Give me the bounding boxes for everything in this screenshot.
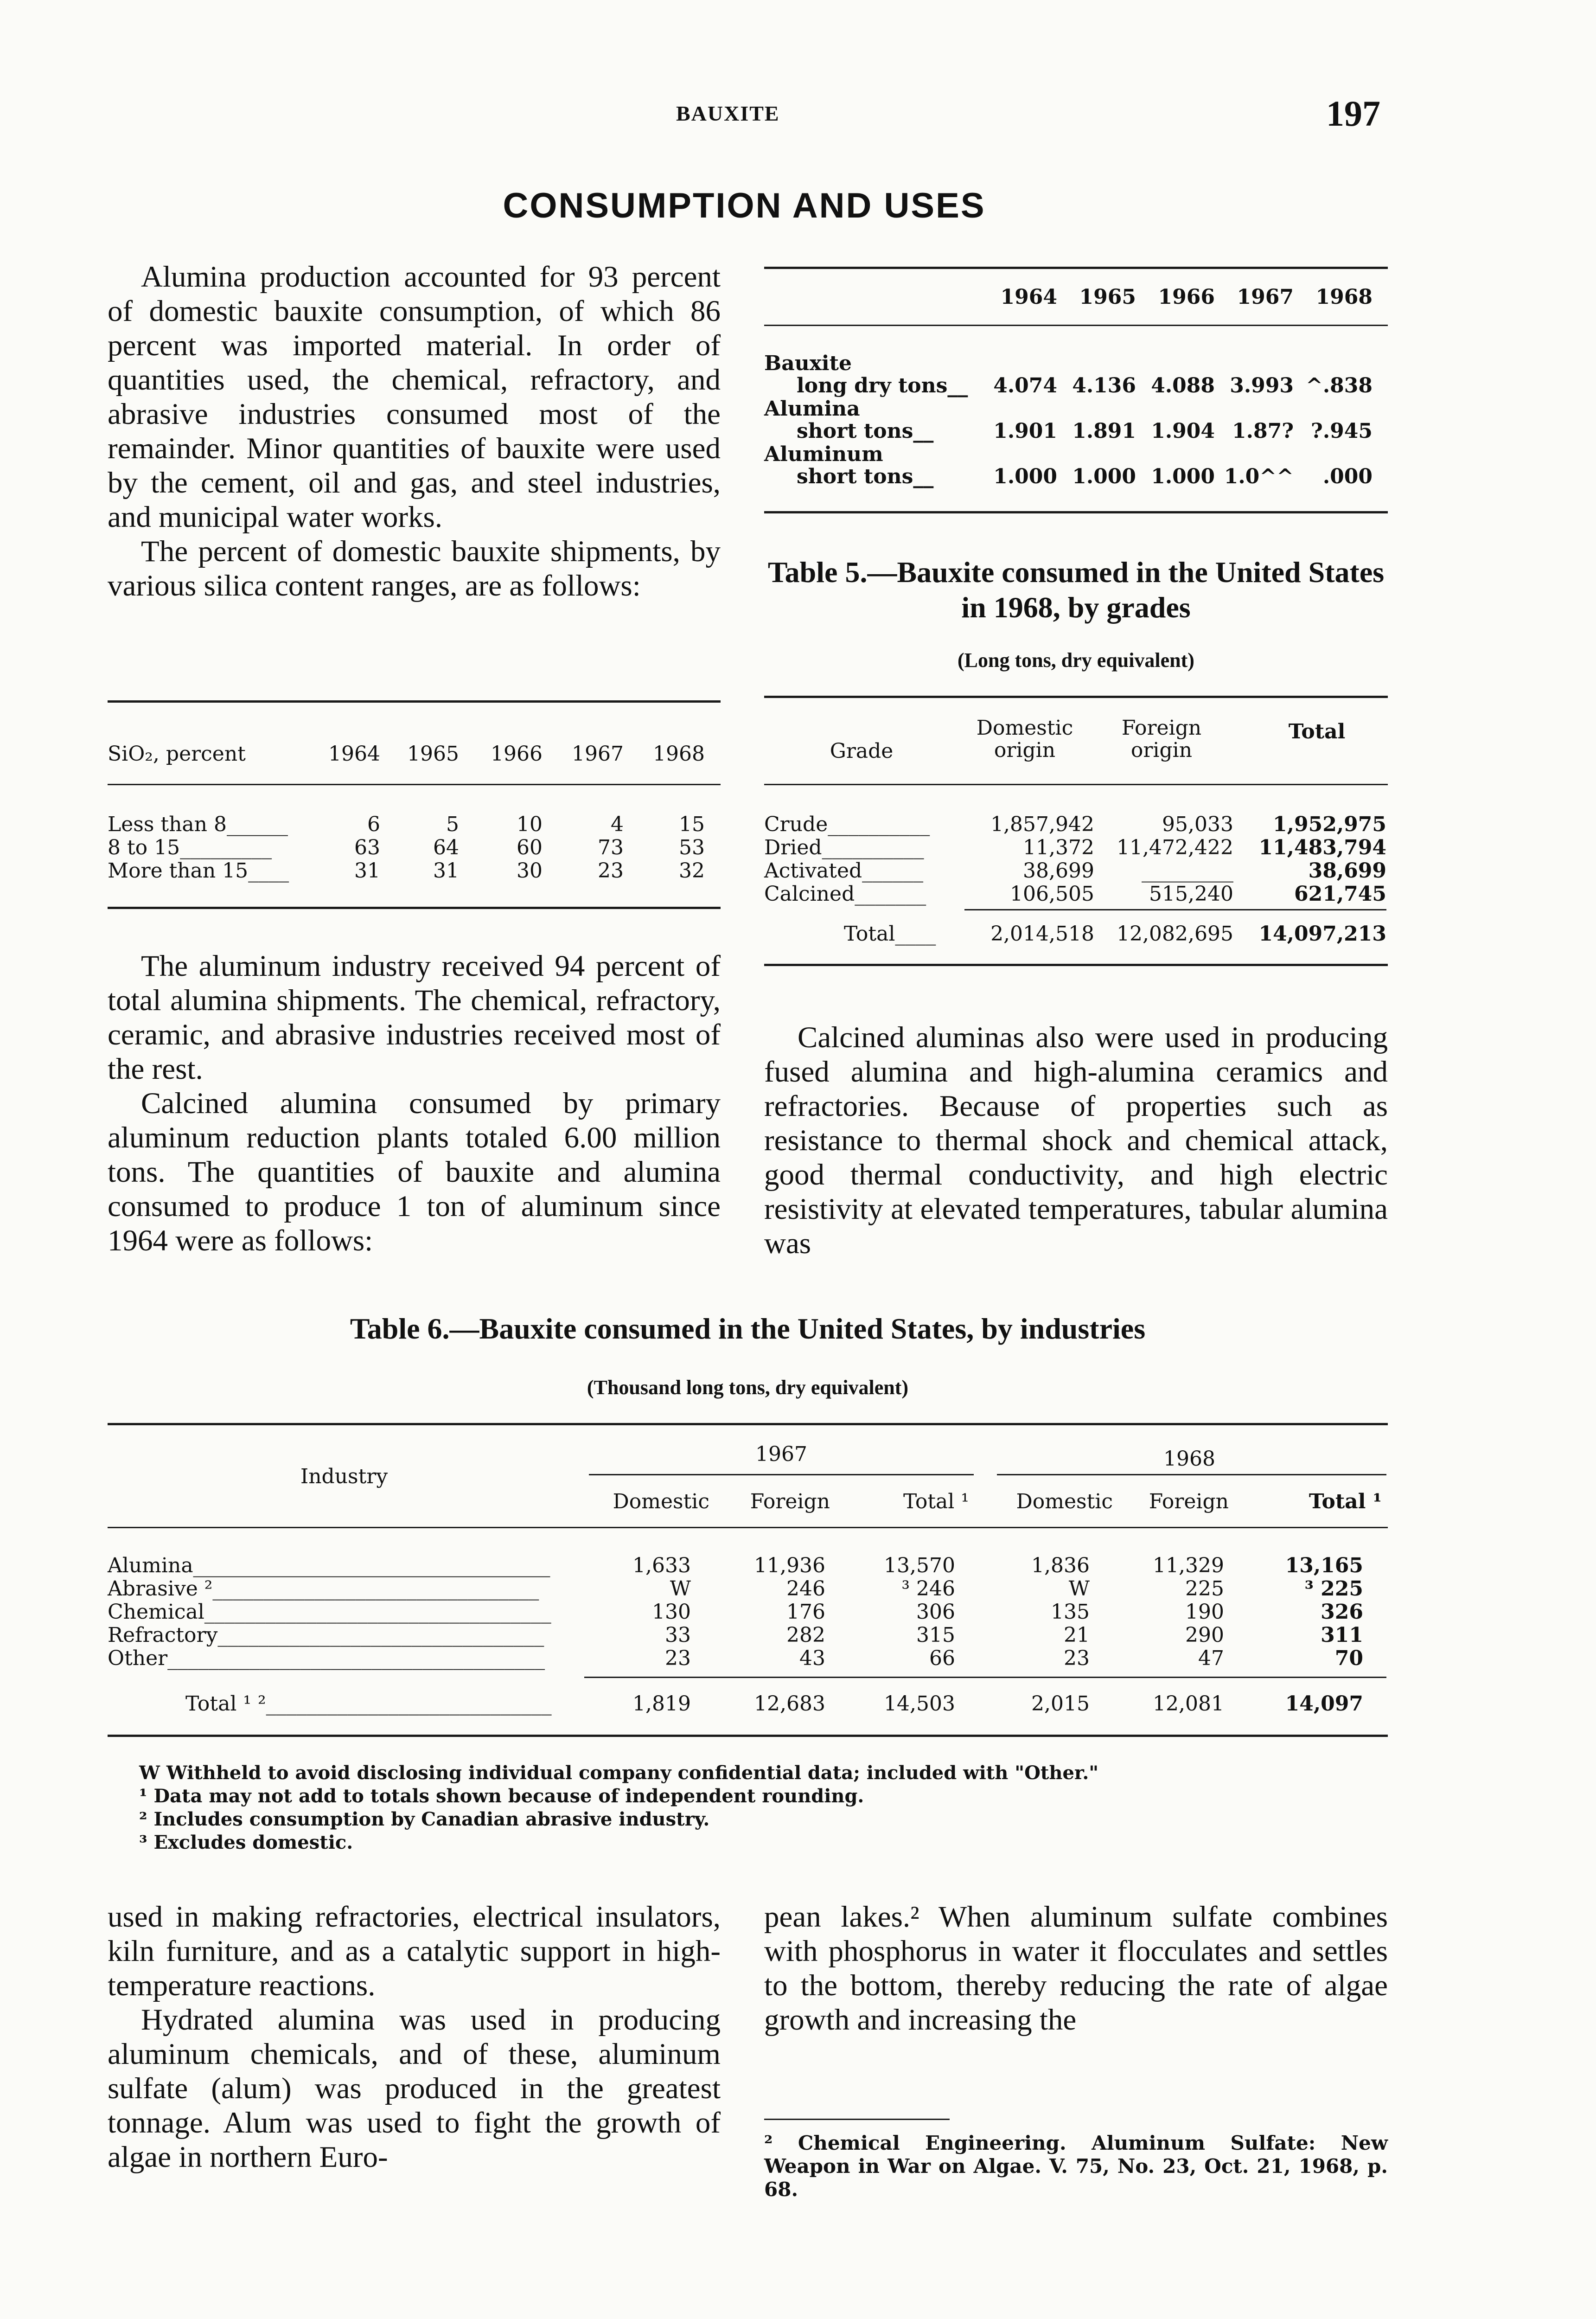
table-rule bbox=[108, 1423, 1388, 1425]
table-rule bbox=[108, 1735, 1388, 1737]
table-cell: 14,097 bbox=[1285, 1692, 1363, 1716]
table-cell: W bbox=[1068, 1577, 1090, 1601]
table-cell: 13,570 bbox=[884, 1554, 955, 1577]
table-cell: 64 bbox=[433, 836, 459, 859]
table-header: 1967 bbox=[1237, 285, 1294, 309]
table-cell: 1.901 bbox=[993, 419, 1057, 443]
table-cell: 11,329 bbox=[1153, 1554, 1224, 1577]
table-rule bbox=[584, 1677, 1386, 1678]
table-header: 1964 bbox=[328, 742, 380, 766]
table-title: Table 5.—Bauxite consumed in the United States in 1968, by grades bbox=[767, 556, 1385, 624]
table-cell: 11,372 bbox=[1023, 836, 1094, 859]
table-cell: 326 bbox=[1321, 1600, 1363, 1624]
table-cell: W bbox=[670, 1577, 691, 1601]
footnote: W Withheld to avoid disclosing individual company confidential data; included with "Other." bbox=[139, 1762, 1099, 1784]
table-header: Foreign bbox=[1149, 1490, 1229, 1513]
table-rule bbox=[108, 907, 721, 909]
table-cell: 38,699 bbox=[1308, 859, 1386, 883]
row-label: 8 to 15_________ bbox=[108, 836, 272, 859]
table-cell: 10 bbox=[517, 813, 543, 836]
row-label: long dry tons__ bbox=[797, 374, 968, 397]
running-head: BAUXITE bbox=[676, 102, 780, 125]
table-header: Total bbox=[1288, 720, 1346, 743]
table-cell: 63 bbox=[354, 836, 380, 859]
table-header: 1965 bbox=[407, 742, 459, 766]
table-cell: 1.904 bbox=[1151, 419, 1215, 443]
row-label: short tons__ bbox=[797, 465, 934, 488]
table-cell: 11,483,794 bbox=[1258, 836, 1386, 859]
table-cell: 4.074 bbox=[993, 374, 1057, 397]
table-cell: 11,936 bbox=[754, 1554, 825, 1577]
left-text-block-2 bbox=[108, 949, 721, 1258]
bottom-left-text-block bbox=[108, 1900, 721, 2174]
table-cell: 43 bbox=[799, 1646, 825, 1670]
paragraph: Alumina production accounted for 93 percent of domestic bauxite consumption, of which 86 percent was imported material. In order of quantities used, the chemical, refractory, and abrasive industries consumed most of the remainder. Minor quantities of bauxite were used by the cement, oil and gas, and steel industries, and municipal water works. bbox=[108, 260, 721, 534]
table-rule bbox=[108, 1527, 1388, 1528]
table-rule bbox=[589, 1474, 974, 1475]
table-cell: 1,857,942 bbox=[990, 813, 1094, 836]
table-header: 1964 bbox=[1000, 285, 1057, 309]
table-cell: 14,097,213 bbox=[1258, 922, 1386, 946]
table-rule bbox=[108, 784, 721, 785]
table-header: 1968 bbox=[1315, 285, 1373, 309]
table-cell: 30 bbox=[517, 859, 543, 883]
table-cell: 135 bbox=[1051, 1600, 1090, 1624]
right-text-block bbox=[764, 1020, 1388, 1261]
table-cell: 14,503 bbox=[884, 1692, 955, 1716]
table-cell: 225 bbox=[1185, 1577, 1224, 1601]
table-header: Foreign bbox=[750, 1490, 830, 1513]
table-rule bbox=[764, 696, 1388, 698]
footnote: ² Includes consumption by Canadian abrasive industry. bbox=[139, 1808, 710, 1830]
table-cell: ³ 225 bbox=[1304, 1577, 1363, 1601]
table-cell: 282 bbox=[786, 1623, 825, 1647]
table-cell: .000 bbox=[1322, 465, 1373, 488]
row-label: Other_____________________________________ bbox=[108, 1646, 545, 1670]
table-cell: 106,505 bbox=[1010, 882, 1094, 906]
table-cell: 2,015 bbox=[1031, 1692, 1090, 1716]
table-rule bbox=[764, 964, 1388, 966]
table-rule bbox=[964, 909, 1386, 910]
table-cell: 1,633 bbox=[632, 1554, 691, 1577]
paragraph: Hydrated alumina was used in producing aluminum chemicals, and of these, aluminum sulfate (alum) was produced in the greatest tonnage. Alum was used to fight the growth of algae in northern Euro- bbox=[108, 2003, 721, 2174]
table-cell: 60 bbox=[517, 836, 543, 859]
table-rule bbox=[764, 511, 1388, 513]
table-cell: 38,699 bbox=[1023, 859, 1094, 883]
table-header: 1968 bbox=[653, 742, 705, 766]
table-header: Total ¹ bbox=[903, 1490, 969, 1513]
table-header: Total ¹ bbox=[1309, 1490, 1382, 1513]
year-header: 1968 bbox=[1163, 1447, 1215, 1471]
row-label: Activated______ bbox=[764, 859, 924, 883]
table-cell: 311 bbox=[1321, 1623, 1363, 1647]
table-header-label: SiO₂, percent bbox=[108, 742, 246, 766]
table-cell: 1.000 bbox=[993, 465, 1057, 488]
table-header: 1966 bbox=[491, 742, 543, 766]
footnote-rule bbox=[764, 2119, 950, 2120]
paragraph: Calcined alumina consumed by primary aluminum reduction plants totaled 6.00 million tons. The quantities of bauxite and alumina consumed to produce 1 ton of aluminum since 1964 were as follows: bbox=[108, 1087, 721, 1257]
table-cell: 621,745 bbox=[1294, 882, 1386, 906]
table-rule bbox=[764, 267, 1388, 269]
table-cell: 190 bbox=[1185, 1600, 1224, 1624]
table-cell: 11,472,422 bbox=[1117, 836, 1233, 859]
table-header: 1967 bbox=[572, 742, 624, 766]
row-label: Total____ bbox=[844, 922, 936, 946]
table-cell: 290 bbox=[1185, 1623, 1224, 1647]
paragraph: The percent of domestic bauxite shipments, by various silica content ranges, are as follows: bbox=[108, 535, 721, 602]
row-label: Calcined_______ bbox=[764, 882, 926, 906]
table-cell: 70 bbox=[1334, 1646, 1363, 1670]
table-header: Foreign origin bbox=[1121, 716, 1202, 762]
table-cell: 12,683 bbox=[754, 1692, 825, 1716]
table-cell: 23 bbox=[598, 859, 624, 883]
row-label: Total ¹ ²____________________________ bbox=[185, 1692, 552, 1716]
table-cell: 95,033 bbox=[1162, 813, 1233, 836]
table-header: Grade bbox=[830, 739, 894, 763]
year-header: 1967 bbox=[755, 1442, 807, 1466]
table-cell: 47 bbox=[1198, 1646, 1224, 1670]
table-cell: 13,165 bbox=[1285, 1554, 1363, 1577]
table-rule bbox=[108, 700, 721, 703]
table-cell: 15 bbox=[679, 813, 705, 836]
row-label: Chemical__________________________________ bbox=[108, 1600, 551, 1624]
row-label: Abrasive ²________________________________ bbox=[108, 1577, 539, 1601]
table-header: 1965 bbox=[1079, 285, 1136, 309]
paragraph: The aluminum industry received 94 percent of total alumina shipments. The chemical, refractory, ceramic, and abrasive industries received most of the rest. bbox=[108, 949, 721, 1086]
footnote: ¹ Data may not add to totals shown because of independent rounding. bbox=[139, 1785, 864, 1807]
footnote: ³ Excludes domestic. bbox=[139, 1832, 353, 1853]
table-unit: (Thousand long tons, dry equivalent) bbox=[587, 1376, 909, 1399]
left-text-block bbox=[108, 260, 721, 603]
page-number: 197 bbox=[1326, 93, 1380, 134]
table-unit: (Long tons, dry equivalent) bbox=[958, 649, 1194, 672]
row-label: Alumina___________________________________ bbox=[108, 1554, 550, 1577]
table-title: Table 6.—Bauxite consumed in the United States, by industries bbox=[350, 1312, 1146, 1345]
table-cell: 1.891 bbox=[1072, 419, 1136, 443]
table-cell: 73 bbox=[598, 836, 624, 859]
table-cell: 3.993 bbox=[1230, 374, 1294, 397]
table-cell: 4 bbox=[611, 813, 624, 836]
table-cell: 33 bbox=[665, 1623, 691, 1647]
table-header: Domestic origin bbox=[976, 716, 1073, 762]
table-cell: 21 bbox=[1064, 1623, 1090, 1647]
table-cell: 130 bbox=[652, 1600, 691, 1624]
row-label: short tons__ bbox=[797, 419, 934, 443]
section-title: CONSUMPTION AND USES bbox=[503, 186, 986, 225]
table-cell: 315 bbox=[916, 1623, 955, 1647]
table-cell: ³ 246 bbox=[901, 1577, 955, 1601]
row-label: Dried__________ bbox=[764, 836, 924, 859]
table-cell: 176 bbox=[786, 1600, 825, 1624]
paragraph: used in making refractories, electrical insulators, kiln furniture, and as a catalytic support in high-temperature reactions. bbox=[108, 1900, 721, 2002]
table-cell: 12,082,695 bbox=[1117, 922, 1233, 946]
row-label: Less than 8______ bbox=[108, 813, 288, 836]
table-cell: 1.87? bbox=[1232, 419, 1294, 443]
table-rule bbox=[764, 784, 1388, 785]
table-header: Industry bbox=[300, 1465, 388, 1488]
table-header: 1966 bbox=[1158, 285, 1215, 309]
row-group-label: Aluminum bbox=[764, 442, 883, 466]
table-cell: ^.838 bbox=[1305, 374, 1373, 397]
table-footnotes bbox=[139, 1762, 1098, 1854]
table-header: Domestic bbox=[613, 1490, 709, 1513]
table-cell: 1,819 bbox=[632, 1692, 691, 1716]
table-cell: 66 bbox=[929, 1646, 955, 1670]
table-rule bbox=[764, 325, 1388, 326]
table-cell: 31 bbox=[433, 859, 459, 883]
table-cell: ?.945 bbox=[1311, 419, 1373, 443]
table-cell: 515,240 bbox=[1149, 882, 1233, 906]
row-group-label: Bauxite bbox=[764, 352, 852, 375]
table-cell: 2,014,518 bbox=[990, 922, 1094, 946]
table-cell: 1,836 bbox=[1031, 1554, 1090, 1577]
row-group-label: Alumina bbox=[764, 397, 860, 421]
table-cell: 23 bbox=[665, 1646, 691, 1670]
paragraph: Calcined aluminas also were used in producing fused alumina and high-alumina ceramics and refractories. Because of properties such as resistance to thermal shock and chemical attack, good thermal conductivity, and high electric resistivity at elevated temperatures, tabular alumina was bbox=[764, 1021, 1388, 1260]
paragraph: pean lakes.² When aluminum sulfate combines with phosphorus in water it flocculates and settles to the bottom, thereby reducing the rate of algae growth and increasing the bbox=[764, 1900, 1388, 2037]
table-cell: 1.000 bbox=[1151, 465, 1215, 488]
table-cell: 1,952,975 bbox=[1273, 813, 1386, 836]
table-cell: 4.088 bbox=[1151, 374, 1215, 397]
table-cell: 31 bbox=[354, 859, 380, 883]
table-cell: 246 bbox=[786, 1577, 825, 1601]
table-cell: 1.0^^ bbox=[1224, 465, 1294, 488]
page-footnote: ² Chemical Engineering. Aluminum Sulfate: New Weapon in War on Algae. V. 75, No. 23, Oct. 21, 1968, p. 68. bbox=[764, 2132, 1388, 2201]
table-cell: _________ bbox=[1142, 859, 1233, 883]
row-label: Crude__________ bbox=[764, 813, 930, 836]
row-label: More than 15____ bbox=[108, 859, 289, 883]
table-rule bbox=[997, 1474, 1386, 1475]
table-cell: 5 bbox=[446, 813, 459, 836]
table-cell: 306 bbox=[916, 1600, 955, 1624]
table-header: Domestic bbox=[1016, 1490, 1113, 1513]
bottom-right-text-block bbox=[764, 1900, 1388, 2037]
table-cell: 12,081 bbox=[1153, 1692, 1224, 1716]
table-cell: 1.000 bbox=[1072, 465, 1136, 488]
table-cell: 6 bbox=[367, 813, 380, 836]
row-label: Refractory________________________________ bbox=[108, 1623, 544, 1647]
table-cell: 53 bbox=[679, 836, 705, 859]
table-cell: 4.136 bbox=[1072, 374, 1136, 397]
table-cell: 23 bbox=[1064, 1646, 1090, 1670]
table-cell: 32 bbox=[679, 859, 705, 883]
